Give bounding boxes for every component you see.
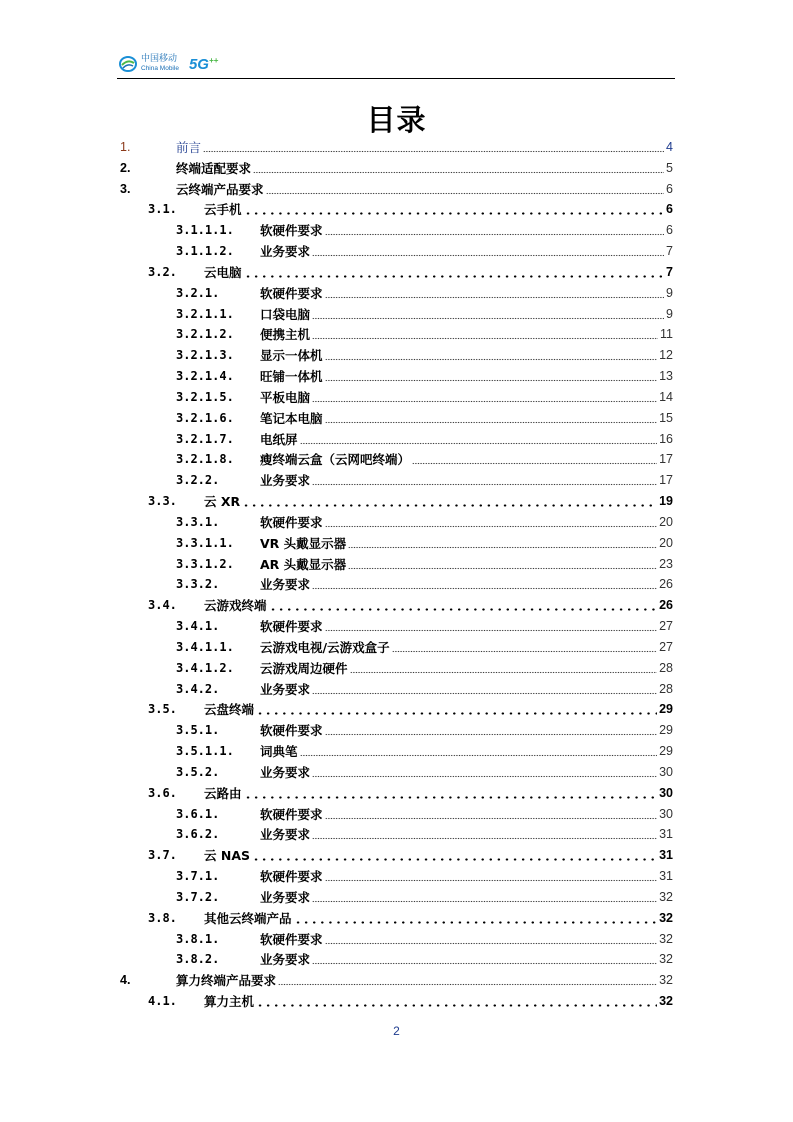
toc-entry-page: 30 xyxy=(659,806,673,821)
toc-entry-page: 7 xyxy=(666,264,673,279)
toc-entry-body xyxy=(176,138,673,156)
toc-entry-number: 2. xyxy=(120,160,131,175)
toc-entry-page: 4 xyxy=(666,140,673,154)
dot-leader xyxy=(244,203,665,215)
toc-entry[interactable] xyxy=(176,929,673,949)
toc-entry[interactable] xyxy=(176,324,673,344)
dot-leader xyxy=(256,995,657,1007)
toc-entry-body xyxy=(260,388,673,406)
toc-entry-number: 3.2.1.5. xyxy=(176,389,234,404)
toc-entry-title: 云电脑 xyxy=(204,264,242,280)
china-mobile-swirl-icon xyxy=(119,55,137,73)
dot-leader xyxy=(312,766,657,778)
toc-entry[interactable] xyxy=(148,908,673,928)
toc-entry-page: 20 xyxy=(659,535,673,550)
toc-entry[interactable] xyxy=(120,179,673,199)
toc-entry-page: 32 xyxy=(659,931,673,946)
toc-entry-title: 云游戏周边硬件 xyxy=(260,660,348,676)
toc-entry-body xyxy=(204,909,673,927)
toc-entry[interactable] xyxy=(176,866,673,886)
toc-entry-title: 业务要求 xyxy=(260,577,311,593)
dot-leader xyxy=(312,683,657,695)
dot-leader xyxy=(325,620,658,632)
toc-entry-body xyxy=(260,555,673,573)
dot-leader xyxy=(325,349,658,361)
toc-entry-body xyxy=(260,825,673,843)
toc-entry[interactable] xyxy=(148,783,673,803)
toc-entry-body xyxy=(204,200,673,218)
dot-leader xyxy=(278,974,657,986)
toc-entry[interactable] xyxy=(176,470,673,490)
dot-leader xyxy=(392,641,658,653)
toc-entry[interactable] xyxy=(176,574,673,594)
toc-entry-body xyxy=(204,846,673,864)
toc-entry-page: 5 xyxy=(666,160,673,175)
logo-5g xyxy=(189,56,218,73)
toc-entry[interactable] xyxy=(176,366,673,386)
dot-leader xyxy=(350,662,658,674)
toc-entry-number: 3.8.1. xyxy=(176,931,220,946)
toc-entry-page: 32 xyxy=(659,952,673,967)
dot-leader xyxy=(312,245,664,257)
toc-entry-body xyxy=(204,992,673,1010)
toc-entry-title: 业务要求 xyxy=(260,681,311,697)
toc-entry-page: 32 xyxy=(659,910,673,925)
toc-entry-title: 软硬件要求 xyxy=(260,223,323,239)
toc-entry-body xyxy=(260,763,673,781)
dot-leader xyxy=(312,474,657,486)
toc-entry-page: 31 xyxy=(659,827,673,842)
toc-entry-body xyxy=(260,305,673,323)
logo-chinese-text: 中国移动 xyxy=(141,54,178,64)
toc-entry-number: 3.2.1.1. xyxy=(176,306,234,321)
toc-entry-title: 电纸屏 xyxy=(260,431,298,447)
toc-entry-body xyxy=(204,784,673,802)
toc-entry-body xyxy=(260,450,673,468)
dot-leader xyxy=(252,849,657,861)
toc-entry-page: 14 xyxy=(659,389,673,404)
toc-entry-title: 口袋电脑 xyxy=(260,306,311,322)
toc-entry-title: 算力终端产品要求 xyxy=(176,973,277,989)
toc-entry-body xyxy=(204,492,673,510)
toc-entry-page: 7 xyxy=(666,244,673,259)
dot-leader xyxy=(244,787,658,799)
toc-entry[interactable] xyxy=(176,658,673,678)
dot-leader xyxy=(312,891,657,903)
toc-entry-title: 云 NAS xyxy=(204,848,250,864)
toc-entry-body xyxy=(204,263,673,281)
dot-leader xyxy=(325,412,658,424)
toc-entry-title: AR 头戴显示器 xyxy=(260,556,347,572)
toc-entry-number: 3.5.2. xyxy=(176,764,220,779)
dot-leader xyxy=(242,495,657,507)
toc-entry-page: 17 xyxy=(659,452,673,467)
toc-entry-title: 云游戏电视/云游戏盒子 xyxy=(260,639,390,655)
toc-entry-title: VR 头戴显示器 xyxy=(260,535,347,551)
toc-entry-body xyxy=(260,742,673,760)
toc-entry-page: 13 xyxy=(659,369,673,384)
toc-entry-body xyxy=(260,221,673,239)
dot-leader xyxy=(325,933,658,945)
toc-entry[interactable] xyxy=(148,991,673,1011)
toc-entry-number: 3.4.1.2. xyxy=(176,660,234,675)
dot-leader xyxy=(312,391,657,403)
page-number: 2 xyxy=(393,1024,400,1038)
toc-entry-body xyxy=(260,325,673,343)
toc-entry-number: 3.2.1. xyxy=(176,285,220,300)
toc-entry[interactable] xyxy=(176,512,673,532)
page-header xyxy=(117,50,675,79)
toc-entry-body xyxy=(260,888,673,906)
toc-entry-number: 3.2.1.6. xyxy=(176,410,234,425)
toc-entry-body xyxy=(260,805,673,823)
toc-entry-title: 软硬件要求 xyxy=(260,869,323,885)
toc-entry-number: 3.4. xyxy=(148,598,177,613)
toc-entry[interactable] xyxy=(176,449,673,469)
toc-entry[interactable] xyxy=(176,741,673,761)
toc-entry-title: 软硬件要求 xyxy=(260,514,323,530)
toc-entry[interactable] xyxy=(176,387,673,407)
dot-leader xyxy=(300,433,658,445)
toc-entry-title: 算力主机 xyxy=(204,994,255,1010)
toc-entry[interactable] xyxy=(148,262,673,282)
dot-leader xyxy=(348,558,657,570)
dot-leader xyxy=(325,370,658,382)
toc-entry[interactable] xyxy=(176,408,673,428)
toc-entry[interactable] xyxy=(176,949,673,969)
toc-entry-title: 词典笔 xyxy=(260,744,298,760)
toc-entry-page: 6 xyxy=(666,223,673,238)
toc-entry-page: 11 xyxy=(660,327,673,342)
toc-entry[interactable] xyxy=(176,637,673,657)
toc-entry-title: 云终端产品要求 xyxy=(176,181,264,197)
toc-entry-number: 3.7.1. xyxy=(176,869,220,884)
toc-entry-number: 3.6. xyxy=(148,785,177,800)
toc-entry-number: 3.2.1.3. xyxy=(176,348,234,363)
toc-entry[interactable] xyxy=(176,304,673,324)
toc-entry[interactable] xyxy=(120,158,673,178)
toc-entry-body xyxy=(176,971,673,989)
toc-entry-body xyxy=(204,596,673,614)
toc-entry-page: 17 xyxy=(659,473,673,488)
dot-leader xyxy=(266,183,665,195)
toc-entry-number: 3.3.2. xyxy=(176,577,220,592)
toc-entry-page: 23 xyxy=(659,556,673,571)
toc-entry-body xyxy=(260,471,673,489)
toc-entry[interactable] xyxy=(176,241,673,261)
toc-entry-title: 业务要求 xyxy=(260,827,311,843)
toc-entry[interactable] xyxy=(148,199,673,219)
toc-entry-page: 12 xyxy=(659,348,673,363)
toc-entry-title: 笔记本电脑 xyxy=(260,410,323,426)
toc-entry[interactable] xyxy=(148,845,673,865)
toc-entry[interactable] xyxy=(176,283,673,303)
toc-entry-title: 云手机 xyxy=(204,202,242,218)
toc-entry[interactable] xyxy=(176,533,673,553)
dot-leader xyxy=(203,141,664,153)
toc-entry-title: 云盘终端 xyxy=(204,702,255,718)
toc-entry-number: 3.6.1. xyxy=(176,806,220,821)
dot-leader xyxy=(253,162,664,174)
toc-entry-number: 3.6.2. xyxy=(176,827,220,842)
toc-entry-number: 3.2.2. xyxy=(176,473,220,488)
toc-entry[interactable] xyxy=(176,220,673,240)
toc-entry-page: 28 xyxy=(659,660,673,675)
toc-entry[interactable] xyxy=(120,137,673,157)
toc-entry-body xyxy=(260,242,673,260)
toc-entry-number: 3.3. xyxy=(148,494,177,509)
dot-leader xyxy=(412,453,657,465)
toc-entry-body xyxy=(260,950,673,968)
toc-entry-body xyxy=(260,930,673,948)
toc-entry[interactable] xyxy=(176,616,673,636)
dot-leader xyxy=(294,912,658,924)
toc-entry-page: 9 xyxy=(666,285,673,300)
toc-entry-number: 4.1. xyxy=(148,994,177,1009)
dot-leader xyxy=(312,328,658,340)
toc-entry-title: 业务要求 xyxy=(260,473,311,489)
toc-entry-page: 16 xyxy=(659,431,673,446)
toc-entry-page: 32 xyxy=(659,889,673,904)
toc-entry-title: 前言 xyxy=(176,140,202,155)
toc-entry-number: 1. xyxy=(120,140,131,154)
dot-leader xyxy=(312,953,657,965)
toc-entry-number: 3.2. xyxy=(148,264,177,279)
logo-english-text: China Mobile xyxy=(141,65,179,72)
toc-entry-title: 业务要求 xyxy=(260,244,311,260)
toc-entry-title: 平板电脑 xyxy=(260,389,311,405)
dot-leader xyxy=(325,724,658,736)
toc-entry[interactable] xyxy=(176,887,673,907)
toc-entry-number: 3.5.1. xyxy=(176,723,220,738)
toc-entry[interactable] xyxy=(148,491,673,511)
dot-leader xyxy=(325,516,658,528)
toc-entry-body xyxy=(260,680,673,698)
toc-entry-page: 31 xyxy=(659,869,673,884)
toc-entry-title: 软硬件要求 xyxy=(260,806,323,822)
toc-entry-body xyxy=(176,180,673,198)
toc-entry[interactable] xyxy=(148,699,673,719)
toc-entry-body xyxy=(260,367,673,385)
toc-entry-page: 32 xyxy=(659,994,673,1009)
toc-entry-number: 3.3.1.2. xyxy=(176,556,234,571)
toc-entry-title: 业务要求 xyxy=(260,764,311,780)
toc-entry[interactable] xyxy=(176,429,673,449)
dot-leader xyxy=(244,266,665,278)
toc-entry-body xyxy=(260,534,673,552)
toc-entry-title: 便携主机 xyxy=(260,327,311,343)
logo-5g-plus: ++ xyxy=(208,55,219,65)
toc-entry-body xyxy=(260,575,673,593)
toc-entry-page: 29 xyxy=(659,744,673,759)
toc-entry[interactable] xyxy=(120,970,673,990)
toc-entry-page: 29 xyxy=(659,702,673,717)
toc-entry-number: 3.1.1.1. xyxy=(176,223,234,238)
toc-entry-number: 3.4.1.1. xyxy=(176,639,234,654)
toc-entry[interactable] xyxy=(176,720,673,740)
dot-leader xyxy=(269,599,658,611)
toc-entry-title: 终端适配要求 xyxy=(176,160,252,176)
toc-entry-title: 软硬件要求 xyxy=(260,285,323,301)
toc-entry-body xyxy=(260,346,673,364)
toc-entry-page: 9 xyxy=(666,306,673,321)
toc-entry-body xyxy=(260,659,673,677)
toc-entry-page: 31 xyxy=(659,848,673,863)
toc-entry-number: 3.7. xyxy=(148,848,177,863)
toc-entry-page: 30 xyxy=(659,764,673,779)
dot-leader xyxy=(325,287,665,299)
toc-entry-body xyxy=(176,159,673,177)
toc-entry-title: 云 XR xyxy=(204,494,241,510)
page-title: 目录 xyxy=(366,103,427,137)
toc-entry-title: 云游戏终端 xyxy=(204,598,267,614)
toc-entry-number: 3.7.2. xyxy=(176,889,220,904)
toc-entry-number: 3.2.1.8. xyxy=(176,452,234,467)
toc-entry-page: 27 xyxy=(659,619,673,634)
logo-5g-text: 5G xyxy=(188,55,209,73)
toc-entry[interactable] xyxy=(176,554,673,574)
toc-entry-number: 3.1.1.2. xyxy=(176,244,234,259)
dot-leader xyxy=(312,828,657,840)
toc-entry-page: 32 xyxy=(659,973,673,988)
toc-entry-number: 3. xyxy=(120,181,131,196)
toc-entry-number: 3.1. xyxy=(148,202,177,217)
toc-entry[interactable] xyxy=(176,804,673,824)
toc-entry-body xyxy=(204,700,673,718)
toc-entry-number: 3.2.1.2. xyxy=(176,327,234,342)
dot-leader xyxy=(312,308,664,320)
toc-entry-page: 26 xyxy=(659,598,673,613)
dot-leader xyxy=(325,224,665,236)
toc-entry-page: 28 xyxy=(659,681,673,696)
toc-entry-page: 20 xyxy=(659,514,673,529)
toc-entry-body xyxy=(260,617,673,635)
toc-entry[interactable] xyxy=(176,824,673,844)
toc-entry-number: 3.3.1.1. xyxy=(176,535,234,550)
dot-leader xyxy=(348,537,657,549)
toc-entry-title: 其他云终端产品 xyxy=(204,910,292,926)
toc-entry-body xyxy=(260,430,673,448)
toc-entry-number: 3.3.1. xyxy=(176,514,220,529)
toc-entry-title: 旺铺一体机 xyxy=(260,369,323,385)
toc-entry-title: 软硬件要求 xyxy=(260,723,323,739)
toc-entry-number: 3.2.1.4. xyxy=(176,369,234,384)
toc-entry-page: 27 xyxy=(659,639,673,654)
toc-entry-number: 3.5. xyxy=(148,702,177,717)
toc-entry-body xyxy=(260,284,673,302)
toc-entry-title: 业务要求 xyxy=(260,952,311,968)
toc-entry[interactable] xyxy=(176,679,673,699)
toc-entry-page: 15 xyxy=(659,410,673,425)
toc-entry-body xyxy=(260,513,673,531)
dot-leader xyxy=(312,578,657,590)
toc-entry-number: 3.4.1. xyxy=(176,619,220,634)
toc-entry-body xyxy=(260,638,673,656)
toc-entry-page: 30 xyxy=(659,785,673,800)
toc-entry-title: 瘦终端云盒（云网吧终端） xyxy=(260,452,411,468)
toc-entry-page: 26 xyxy=(659,577,673,592)
toc-entry-body xyxy=(260,867,673,885)
china-mobile-logo xyxy=(119,54,218,74)
toc-entry-title: 业务要求 xyxy=(260,889,311,905)
toc-entry-title: 软硬件要求 xyxy=(260,619,323,635)
toc-entry-number: 3.2.1.7. xyxy=(176,431,234,446)
dot-leader xyxy=(256,703,657,715)
toc-entry-page: 6 xyxy=(666,202,673,217)
toc-entry-page: 19 xyxy=(659,494,673,509)
toc-entry-title: 软硬件要求 xyxy=(260,931,323,947)
dot-leader xyxy=(300,745,658,757)
toc-entry[interactable] xyxy=(176,762,673,782)
toc-entry-page: 6 xyxy=(666,181,673,196)
toc-entry-number: 4. xyxy=(120,973,131,988)
toc-entry-number: 3.8.2. xyxy=(176,952,220,967)
toc-entry[interactable] xyxy=(148,595,673,615)
toc-entry-number: 3.8. xyxy=(148,910,177,925)
toc-entry-title: 显示一体机 xyxy=(260,348,323,364)
toc-entry-body xyxy=(260,409,673,427)
toc-entry-title: 云路由 xyxy=(204,785,242,801)
dot-leader xyxy=(325,870,658,882)
toc-entry-number: 3.4.2. xyxy=(176,681,220,696)
dot-leader xyxy=(325,808,658,820)
toc-entry[interactable] xyxy=(176,345,673,365)
toc-entry-body xyxy=(260,721,673,739)
toc-entry-number: 3.5.1.1. xyxy=(176,744,234,759)
toc-entry-page: 29 xyxy=(659,723,673,738)
